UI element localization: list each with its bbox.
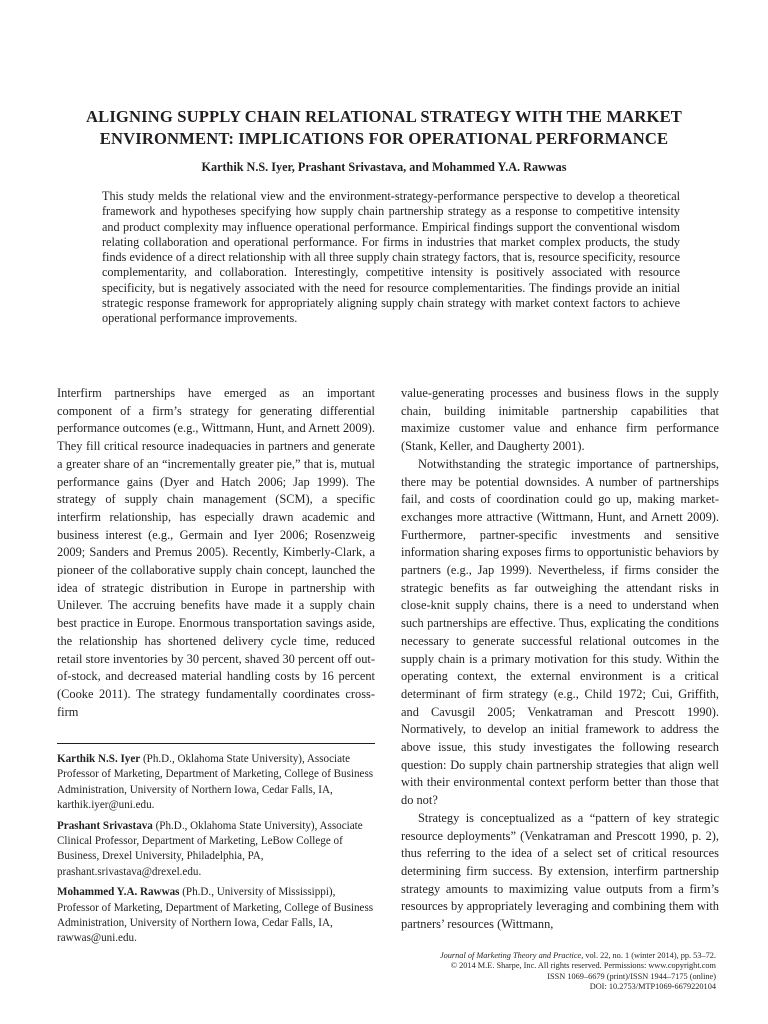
right-column (401, 385, 719, 934)
body-paragraph: value-generating processes and business flows in the supply chain, building inimitable partnership capabilities that maximize customer value and enhance firm performance (Stank, Keller, and Daugherty 2001). (401, 386, 719, 454)
author-bio-text: (Ph.D., Oklahoma State University), Associate Clinical Professor, Department of Marketing, LeBow College of Business, Drexel University, Philadelphia, PA, prashant.srivastava@drexel.edu. (57, 819, 363, 878)
abstract: This study melds the relational view and the environment-strategy-performance perspective to develop a theoretical framework and hypotheses specifying how supply chain partnership strategy as a response to competitive intensity and product complexity may influence operational performance. Empirical findings support the conventional wisdom relating collaboration and operational performance. For firms in industries that market complex products, the study finds evidence of a direct relationship with all three supply chain strategy factors, that is, resource specificity, resource complementarity, and collaboration. Interestingly, competitive intensity is positively associated with resource specificity, but is negatively associated with the need for resource complementarities. The findings provide an initial strategic response framework for appropriately aligning supply chain strategy with market context factors to achieve operational performance improvements. (102, 189, 680, 326)
author-bio (57, 819, 375, 881)
title-line-2: ENVIRONMENT: IMPLICATIONS FOR OPERATIONAL PERFORMANCE (99, 129, 669, 148)
author-bios (57, 752, 375, 952)
author-bio-text: (Ph.D., Oklahoma State University), Associate Professor of Marketing, Department of Marketing, College of Business Administration, University of Northern Iowa, Cedar Falls, IA, karthik.iyer@uni.edu. (57, 753, 374, 812)
article-title (60, 106, 708, 150)
author-bio-text: (Ph.D., University of Mississippi), Professor of Marketing, Department of Marketing, College of Business Administration, University of Northern Iowa, Cedar Falls, IA, rawwas@uni.edu. (57, 886, 374, 945)
body-paragraph: Strategy is conceptualized as a “pattern of key strategic resource deployments” (Venkatraman and Prescott 1990, p. 2), thus referring to the idea of a select set of critical resources determining firm success. By extension, interfirm partnership strategy amounts to maximizing value outputs from a firm’s resources by appropriately leveraging and combining them with partners’ resources (Wittmann, (401, 810, 719, 932)
title-line-1: ALIGNING SUPPLY CHAIN RELATIONAL STRATEGY WITH THE MARKET (85, 107, 683, 126)
author-bio-name: Prashant Srivastava (57, 819, 153, 832)
author-bio (57, 885, 375, 947)
journal-citation (386, 951, 716, 961)
author-bio (57, 752, 375, 814)
copyright-line: © 2014 M.E. Sharpe, Inc. All rights reserved. Permissions: www.copyright.com (450, 961, 716, 971)
author-bio-name: Mohammed Y.A. Rawwas (57, 886, 180, 899)
author-bio-name: Karthik N.S. Iyer (57, 753, 141, 765)
left-column (57, 385, 375, 721)
journal-name: Journal of Marketing Theory and Practice (439, 951, 582, 960)
author-list: Karthik N.S. Iyer, Prashant Srivastava, and Mohammed Y.A. Rawwas (201, 160, 567, 174)
journal-footer (386, 951, 716, 992)
body-paragraph: Notwithstanding the strategic importance of partnerships, there may be potential downsides. A number of partnerships fail, and costs of coordination could go up, making market-exchanges more attractive (Wittmann, Hunt, and Arnett 2009). Furthermore, partner-specific investments and sensitive information sharing exposes firms to opportunistic behaviors by partners (e.g., Jap 1999). Nevertheless, if firms consider the strategic benefits as far outweighing the attendant risks in close-knit supply chains, there is a need to understand when such partnerships are effective. Thus, explicating the conditions necessary to generate successful relational outcomes in the supply chain is a primary motivation for this study. Within the operating context, the external environment is a critical determinant of firm strategy (e.g., Child 1972; Cui, Griffith, and Cavusgil 2005; Venkatraman and Prescott 1990). Normatively, to develop an initial framework to address the above issue, this study investigates the following research question: Do supply chain partnership strategies that align well with their environmental context perform better than those that do not? (401, 456, 719, 808)
footnote-divider (57, 743, 375, 744)
journal-issue: , vol. 22, no. 1 (winter 2014), pp. 53–72. (581, 951, 716, 960)
body-paragraph: Interfirm partnerships have emerged as an important component of a firm’s strategy for generating differential performance outcomes (e.g., Wittmann, Hunt, and Arnett 2009). They fill critical resource inadequacies in partners and generate a greater share of an “incrementally greater pie,” that is, mutual performance gains (Dyer and Hatch 2006; Jap 1999). The strategy of supply chain management (SCM), a specific interfirm relationship, has especially drawn academic and business interest (e.g., Germain and Iyer 2006; Rosenzweig 2009; Sanders and Premus 2005). Recently, Kimberly-Clark, a pioneer of the collaborative supply chain concept, launched the idea of strategic distribution in Europe in partnership with Unilever. The accruing benefits have made it a supply chain best practice in Europe. Enormous transportation savings aside, the relationship has shortened delivery cycle time, reduced retail store inventories by 30 percent, shaved 30 percent off out-of-stock, and decreased material handling costs by 16 percent (Cooke 2011). The strategy fundamentally coordinates cross-firm (57, 386, 375, 719)
doi-line: DOI: 10.2753/MTP1069-6679220104 (589, 981, 716, 991)
issn-line: ISSN 1069–6679 (print)/ISSN 1944–7175 (online) (547, 971, 716, 981)
